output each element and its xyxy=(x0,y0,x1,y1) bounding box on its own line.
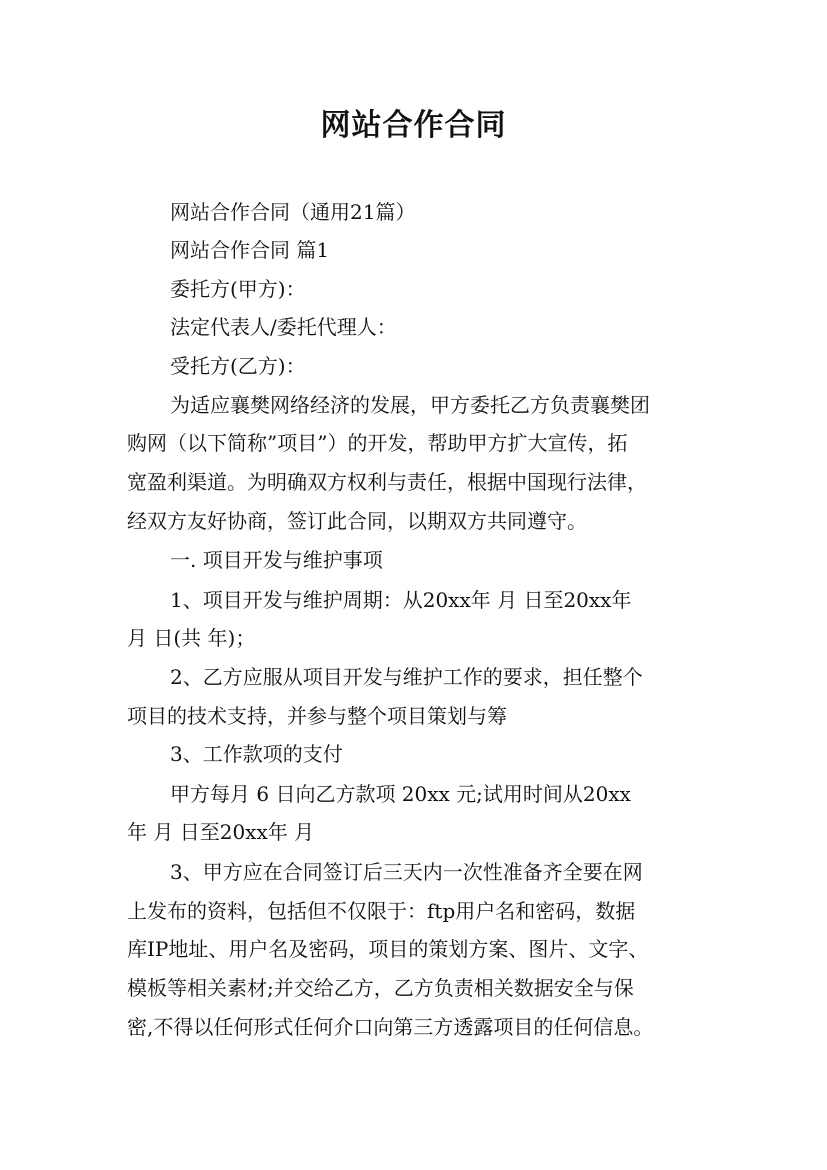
document-line: 上发布的资料，包括但不仅限于：ftp用户名和密码，数据 xyxy=(127,899,636,923)
document-line: 网站合作合同 篇1 xyxy=(170,238,330,262)
document-line: 项目的技术支持，并参与整个项目策划与筹 xyxy=(127,704,507,728)
document-line: 3、工作款项的支付 xyxy=(170,742,343,766)
document-line: 1、项目开发与维护周期：从20xx年 月 日至20xx年 xyxy=(170,588,632,612)
document-line: 月 日(共 年)； xyxy=(127,626,256,650)
document-line: 网站合作合同（通用21篇） xyxy=(170,200,416,224)
document-line: 经双方友好协商，签订此合同，以期双方共同遵守。 xyxy=(127,509,587,533)
document-line: 年 月 日至20xx年 月 xyxy=(127,820,315,844)
document-line: 法定代表人/委托代理人： xyxy=(170,315,397,339)
document-line: 宽盈利渠道。为明确双方权利与责任，根据中国现行法律， xyxy=(127,470,647,494)
document-line: 购网（以下简称”项目”）的开发，帮助甲方扩大宣传，拓 xyxy=(127,431,628,455)
document-title: 网站合作合同 xyxy=(320,108,507,143)
document-line: 库IP地址、用户名及密码，项目的策划方案、图片、文字、 xyxy=(127,937,649,961)
document-line: 3、甲方应在合同签订后三天内一次性准备齐全要在网 xyxy=(170,860,643,884)
document-line: 模板等相关素材;并交给乙方，乙方负责相关数据安全与保 xyxy=(127,976,634,1000)
document-line: 2、乙方应服从项目开发与维护工作的要求，担任整个 xyxy=(170,665,643,689)
document-line: 为适应襄樊网络经济的发展，甲方委托乙方负责襄樊团 xyxy=(170,393,650,417)
document-line: 甲方每月 6 日向乙方款项 20xx 元;试用时间从20xx xyxy=(170,782,631,806)
document-line: 受托方(乙方)： xyxy=(170,354,306,378)
document-line: 一. 项目开发与维护事项 xyxy=(170,548,383,572)
document-line: 密,不得以任何形式任何介口向第三方透露项目的任何信息。 xyxy=(127,1015,654,1039)
document-line: 委托方(甲方)： xyxy=(170,277,306,301)
